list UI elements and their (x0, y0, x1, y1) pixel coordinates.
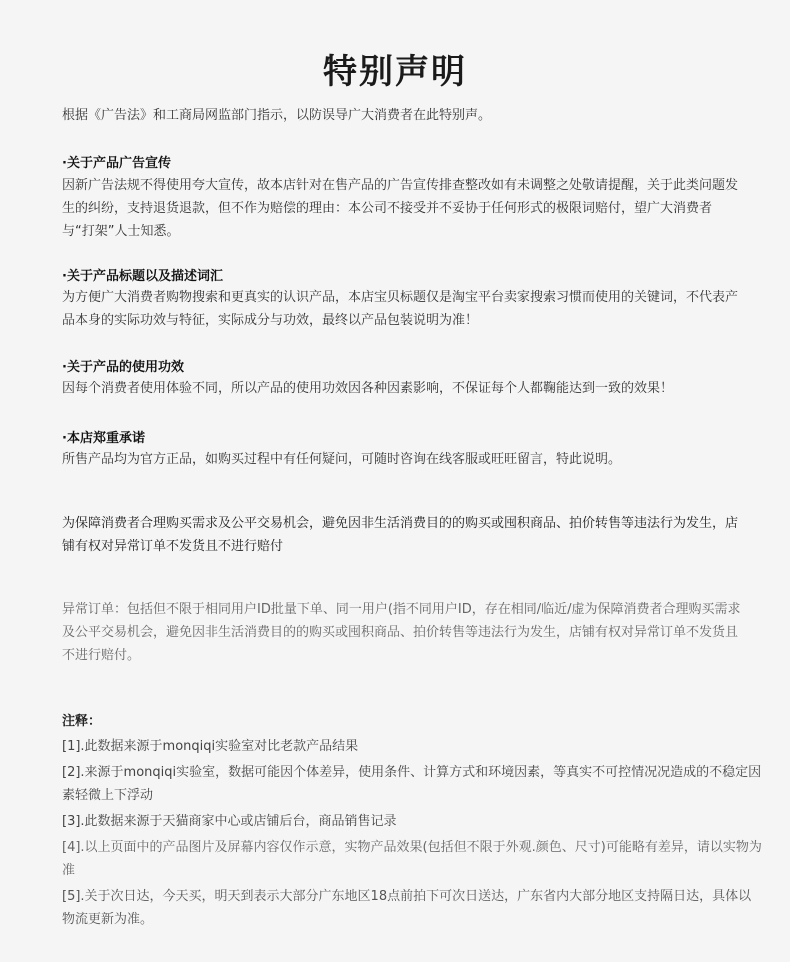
notes-list (62, 735, 762, 934)
section-heading-promise: ·本店郑重承诺 (62, 431, 145, 446)
section-heading-ad: ·关于产品广告宣传 (62, 156, 171, 171)
page-title: 特别声明 (323, 52, 467, 92)
note-item: [1].此数据来源于monqiqi实验室对比老款产品结果 (62, 739, 359, 754)
statement-abnormal-orders: 异常订单：包括但不限于相同用户ID批量下单、同一用户(指不同用户ID，存在相同/临近/虚为保障消费者合理购买需求及公平交易机会，避免因非生活消费目的的购买或囤积商品、拍价转售等违法行为发生，店铺有权对异常订单不发货且不进行赔付。 (62, 602, 741, 663)
note-item: [4].以上页面中的产品图片及屏幕内容仅作示意，实物产品效果(包括但不限于外观.颜色、尺寸)可能略有差异，请以实物为准 (62, 840, 762, 878)
notes-heading: 注释： (62, 714, 102, 729)
section-heading-title-words: ·关于产品标题以及描述词汇 (62, 269, 223, 284)
note-item: [2].来源于monqiqi实验室，数据可能因个体差异，使用条件、计算方式和环境因素，等真实不可控情况况造成的不稳定因素轻微上下浮动 (62, 765, 762, 803)
section-body-promise: 所售产品均为官方正品，如购买过程中有任何疑问，可随时咨询在线客服或旺旺留言，特此说明。 (62, 452, 622, 467)
statement-consumer-protection: 为保障消费者合理购买需求及公平交易机会，避免因非生活消费目的的购买或囤积商品、拍价转售等违法行为发生，店铺有权对异常订单不发货且不进行赔付 (62, 516, 739, 554)
section-heading-efficacy: ·关于产品的使用功效 (62, 360, 184, 375)
note-item: [3].此数据来源于天猫商家中心或店铺后台，商品销售记录 (62, 814, 397, 829)
section-body-ad: 因新广告法规不得使用夸大宣传，故本店针对在售产品的广告宣传排查整改如有未调整之处敬请提醒，关于此类问题发生的纠纷，支持退货退款，但不作为赔偿的理由：本公司不接受并不妥协于任何形式的极限词赔付，望广大消费者与“打架”人士知悉。 (62, 178, 739, 239)
section-body-efficacy: 因每个消费者使用体验不同，所以产品的使用功效因各种因素影响，不保证每个人都鞠能达到一致的效果！ (62, 381, 674, 396)
section-body-title-words: 为方便广大消费者购物搜索和更真实的认识产品，本店宝贝标题仅是淘宝平台卖家搜索习惯而使用的关键词，不代表产品本身的实际功效与特征，实际成分与功效，最终以产品包装说明为准！ (62, 290, 739, 328)
intro-text: 根据《广告法》和工商局网监部门指示，以防误导广大消费者在此特别声。 (62, 108, 492, 123)
note-item: [5].关于次日达，今天买，明天到表示大部分广东地区18点前拍下可次日送达，广东省内大部分地区支持隔日达，具体以物流更新为准。 (62, 889, 752, 927)
